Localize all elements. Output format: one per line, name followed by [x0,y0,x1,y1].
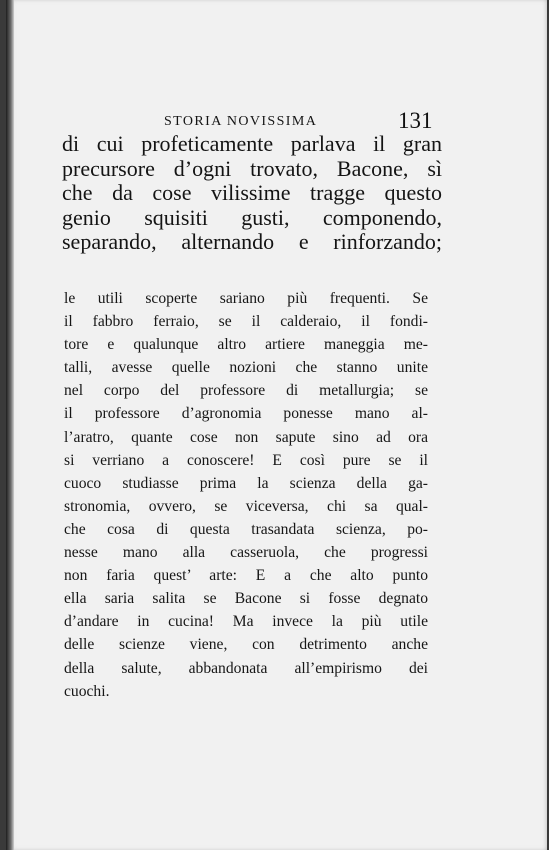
text-line: talli, avesse quelle nozioni che stanno unite [64,359,428,377]
text-line: separando, alternando e rinforzando; [62,230,442,254]
text-line: della salute, abbandonata all’empirismo dei [64,659,428,677]
text-line: le utili scoperte sariano più frequenti. Se [64,290,428,307]
text-line: nel corpo del professore di metallurgia; se [64,382,428,400]
text-line: non faria quest’ arte: E a che alto punto [64,567,428,585]
body-text-block [64,287,428,703]
text-line: nesse mano alla casseruola, che progressi [64,544,428,562]
text-line: l’aratro, quante cose non sapute sino ad ora [64,428,428,446]
text-line: ella saria salita se Bacone si fosse degnato [64,590,428,608]
text-line: cuochi. [64,682,110,700]
text-line: delle scienze viene, con detrimento anche [64,636,428,654]
text-line: di cui profeticamente parlava il gran [62,132,442,156]
text-line: stronomia, ovvero, se viceversa, chi sa qual- [64,497,428,515]
page-number: 131 [398,108,433,133]
text-line: cuoco studiasse prima la scienza della ga- [64,474,428,492]
book-page [6,0,547,850]
text-line: che da cose vilissime tragge questo [62,181,442,205]
large-text-block [62,132,442,255]
text-line: il fabbro ferraio, se il calderaio, il fondi- [64,313,428,331]
text-line: si verriano a conoscere! E così pure se il [64,451,428,469]
text-line: d’andare in cucina! Ma invece la più utile [64,613,428,631]
text-line: che cosa di questa trasandata scienza, po- [64,520,428,538]
text-line: tore e qualunque altro artiere maneggia me- [64,336,428,354]
running-title: STORIA NOVISSIMA [164,114,318,129]
text-line: il professore d’agronomia ponesse mano al- [64,405,428,423]
text-line: precursore d’ogni trovato, Bacone, sì [62,156,442,181]
page-header [6,110,547,132]
text-line: genio squisiti gusti, componendo, [62,205,442,230]
